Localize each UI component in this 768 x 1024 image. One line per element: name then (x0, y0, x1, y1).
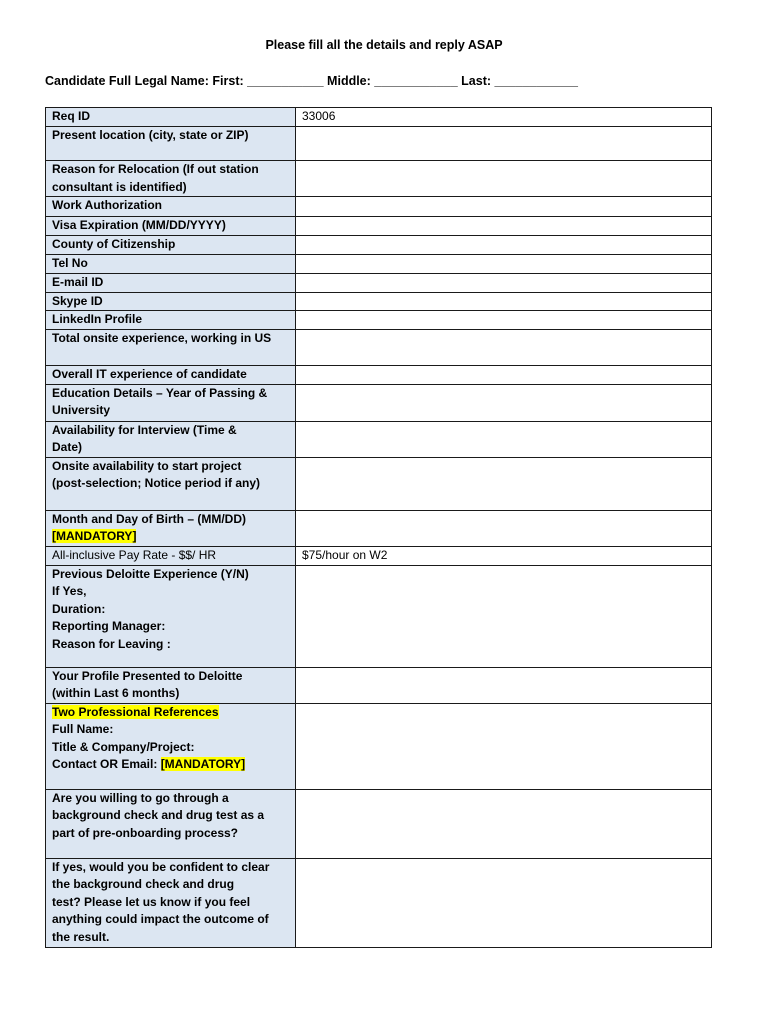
label-tel-no: Tel No (46, 255, 296, 274)
row-citizenship (46, 236, 712, 255)
row-email (46, 273, 712, 292)
value-skype[interactable] (296, 292, 712, 311)
label-onsite-experience: Total onsite experience, working in US (46, 330, 296, 366)
row-previous-deloitte (46, 565, 712, 667)
row-references (46, 703, 712, 789)
label-line: Month and Day of Birth – (MM/DD) (52, 511, 246, 526)
label-line: Title & Company/Project: (52, 739, 195, 754)
label-line: Education Details – Year of Passing & (52, 385, 268, 400)
value-reason-relocation[interactable] (296, 161, 712, 197)
label-work-authorization: Work Authorization (46, 197, 296, 217)
label-line: Availability for Interview (Time & (52, 422, 237, 437)
value-present-location[interactable] (296, 127, 712, 161)
label-line: Previous Deloitte Experience (Y/N) (52, 566, 249, 581)
mandatory-highlight: [MANDATORY] (160, 757, 246, 771)
row-onsite-experience (46, 330, 712, 366)
value-citizenship[interactable] (296, 236, 712, 255)
label-confident-clear (46, 858, 296, 947)
label-line: Your Profile Presented to Deloitte (52, 668, 243, 683)
label-line: If yes, would you be confident to clear (52, 859, 270, 874)
label-line: Duration: (52, 601, 106, 616)
references-highlight: Two Professional References (52, 704, 219, 719)
label-visa-expiration: Visa Expiration (MM/DD/YYYY) (46, 217, 296, 236)
candidate-details-table (45, 107, 712, 948)
row-tel-no (46, 255, 712, 274)
label-citizenship: County of Citizenship (46, 236, 296, 255)
row-interview-availability (46, 421, 712, 457)
row-profile-presented (46, 667, 712, 703)
label-line: test? Please let us know if you feel (52, 894, 251, 909)
label-pay-rate: All-inclusive Pay Rate - $$/ HR (46, 546, 296, 565)
label-line: background check and drug test as a (52, 808, 265, 822)
label-line: Onsite availability to start project (52, 458, 242, 473)
value-pay-rate[interactable]: $75/hour on W2 (296, 546, 712, 565)
row-work-authorization (46, 197, 712, 217)
value-it-experience[interactable] (296, 366, 712, 385)
label-req-id: Req ID (46, 108, 296, 127)
label-interview-availability (46, 421, 296, 457)
label-line: the background check and drug (52, 877, 235, 891)
row-linkedin (46, 311, 712, 330)
label-line: part of pre-onboarding process? (52, 825, 239, 840)
value-onsite-experience[interactable] (296, 330, 712, 366)
label-line: Date) (52, 440, 83, 454)
row-confident-clear (46, 858, 712, 947)
value-confident-clear[interactable] (296, 858, 712, 947)
row-pay-rate (46, 546, 712, 565)
row-onsite-availability (46, 457, 712, 510)
label-line: If Yes, (52, 584, 87, 598)
label-line: Are you willing to go through a (52, 790, 229, 805)
value-linkedin[interactable] (296, 311, 712, 330)
label-present-location: Present location (city, state or ZIP) (46, 127, 296, 161)
label-line: Reporting Manager: (52, 619, 166, 633)
value-email[interactable] (296, 273, 712, 292)
value-onsite-availability[interactable] (296, 457, 712, 510)
label-onsite-availability (46, 457, 296, 510)
value-education[interactable] (296, 384, 712, 421)
value-date-of-birth[interactable] (296, 510, 712, 546)
label-education (46, 384, 296, 421)
row-date-of-birth (46, 510, 712, 546)
row-skype (46, 292, 712, 311)
label-line: consultant is identified) (52, 179, 187, 194)
form-title: Please fill all the details and reply ASAP (265, 38, 503, 52)
row-req-id (46, 108, 712, 127)
label-linkedin: LinkedIn Profile (46, 311, 296, 330)
value-profile-presented[interactable] (296, 667, 712, 703)
value-visa-expiration[interactable] (296, 217, 712, 236)
label-line: (within Last 6 months) (52, 686, 180, 700)
row-education (46, 384, 712, 421)
row-it-experience (46, 366, 712, 385)
value-background-check[interactable] (296, 789, 712, 858)
label-line: anything could impact the outcome of (52, 912, 269, 926)
label-line: the result. (52, 929, 110, 944)
label-date-of-birth (46, 510, 296, 546)
value-work-authorization[interactable] (296, 197, 712, 217)
label-email: E-mail ID (46, 273, 296, 292)
row-visa-expiration (46, 217, 712, 236)
row-background-check (46, 789, 712, 858)
value-interview-availability[interactable] (296, 421, 712, 457)
label-skype: Skype ID (46, 292, 296, 311)
label-previous-deloitte (46, 565, 296, 667)
label-reason-relocation (46, 161, 296, 197)
label-references (46, 703, 296, 789)
label-line: University (52, 403, 111, 417)
label-line: Reason for Leaving : (52, 636, 171, 651)
label-line: (post-selection; Notice period if any) (52, 476, 261, 490)
label-profile-presented (46, 667, 296, 703)
label-line: Contact OR Email: (52, 757, 161, 771)
label-line: Reason for Relocation (If out station (52, 162, 259, 176)
label-it-experience: Overall IT experience of candidate (46, 366, 296, 385)
mandatory-highlight: [MANDATORY] (52, 529, 137, 543)
value-req-id[interactable]: 33006 (296, 108, 712, 127)
label-background-check (46, 789, 296, 858)
candidate-name-line: Candidate Full Legal Name: First: ___________ Middle: ____________ Last: ____________ (45, 74, 578, 88)
row-reason-relocation (46, 161, 712, 197)
label-line: Full Name: (52, 722, 114, 736)
value-previous-deloitte[interactable] (296, 565, 712, 667)
row-present-location (46, 127, 712, 161)
value-references[interactable] (296, 703, 712, 789)
value-tel-no[interactable] (296, 255, 712, 274)
